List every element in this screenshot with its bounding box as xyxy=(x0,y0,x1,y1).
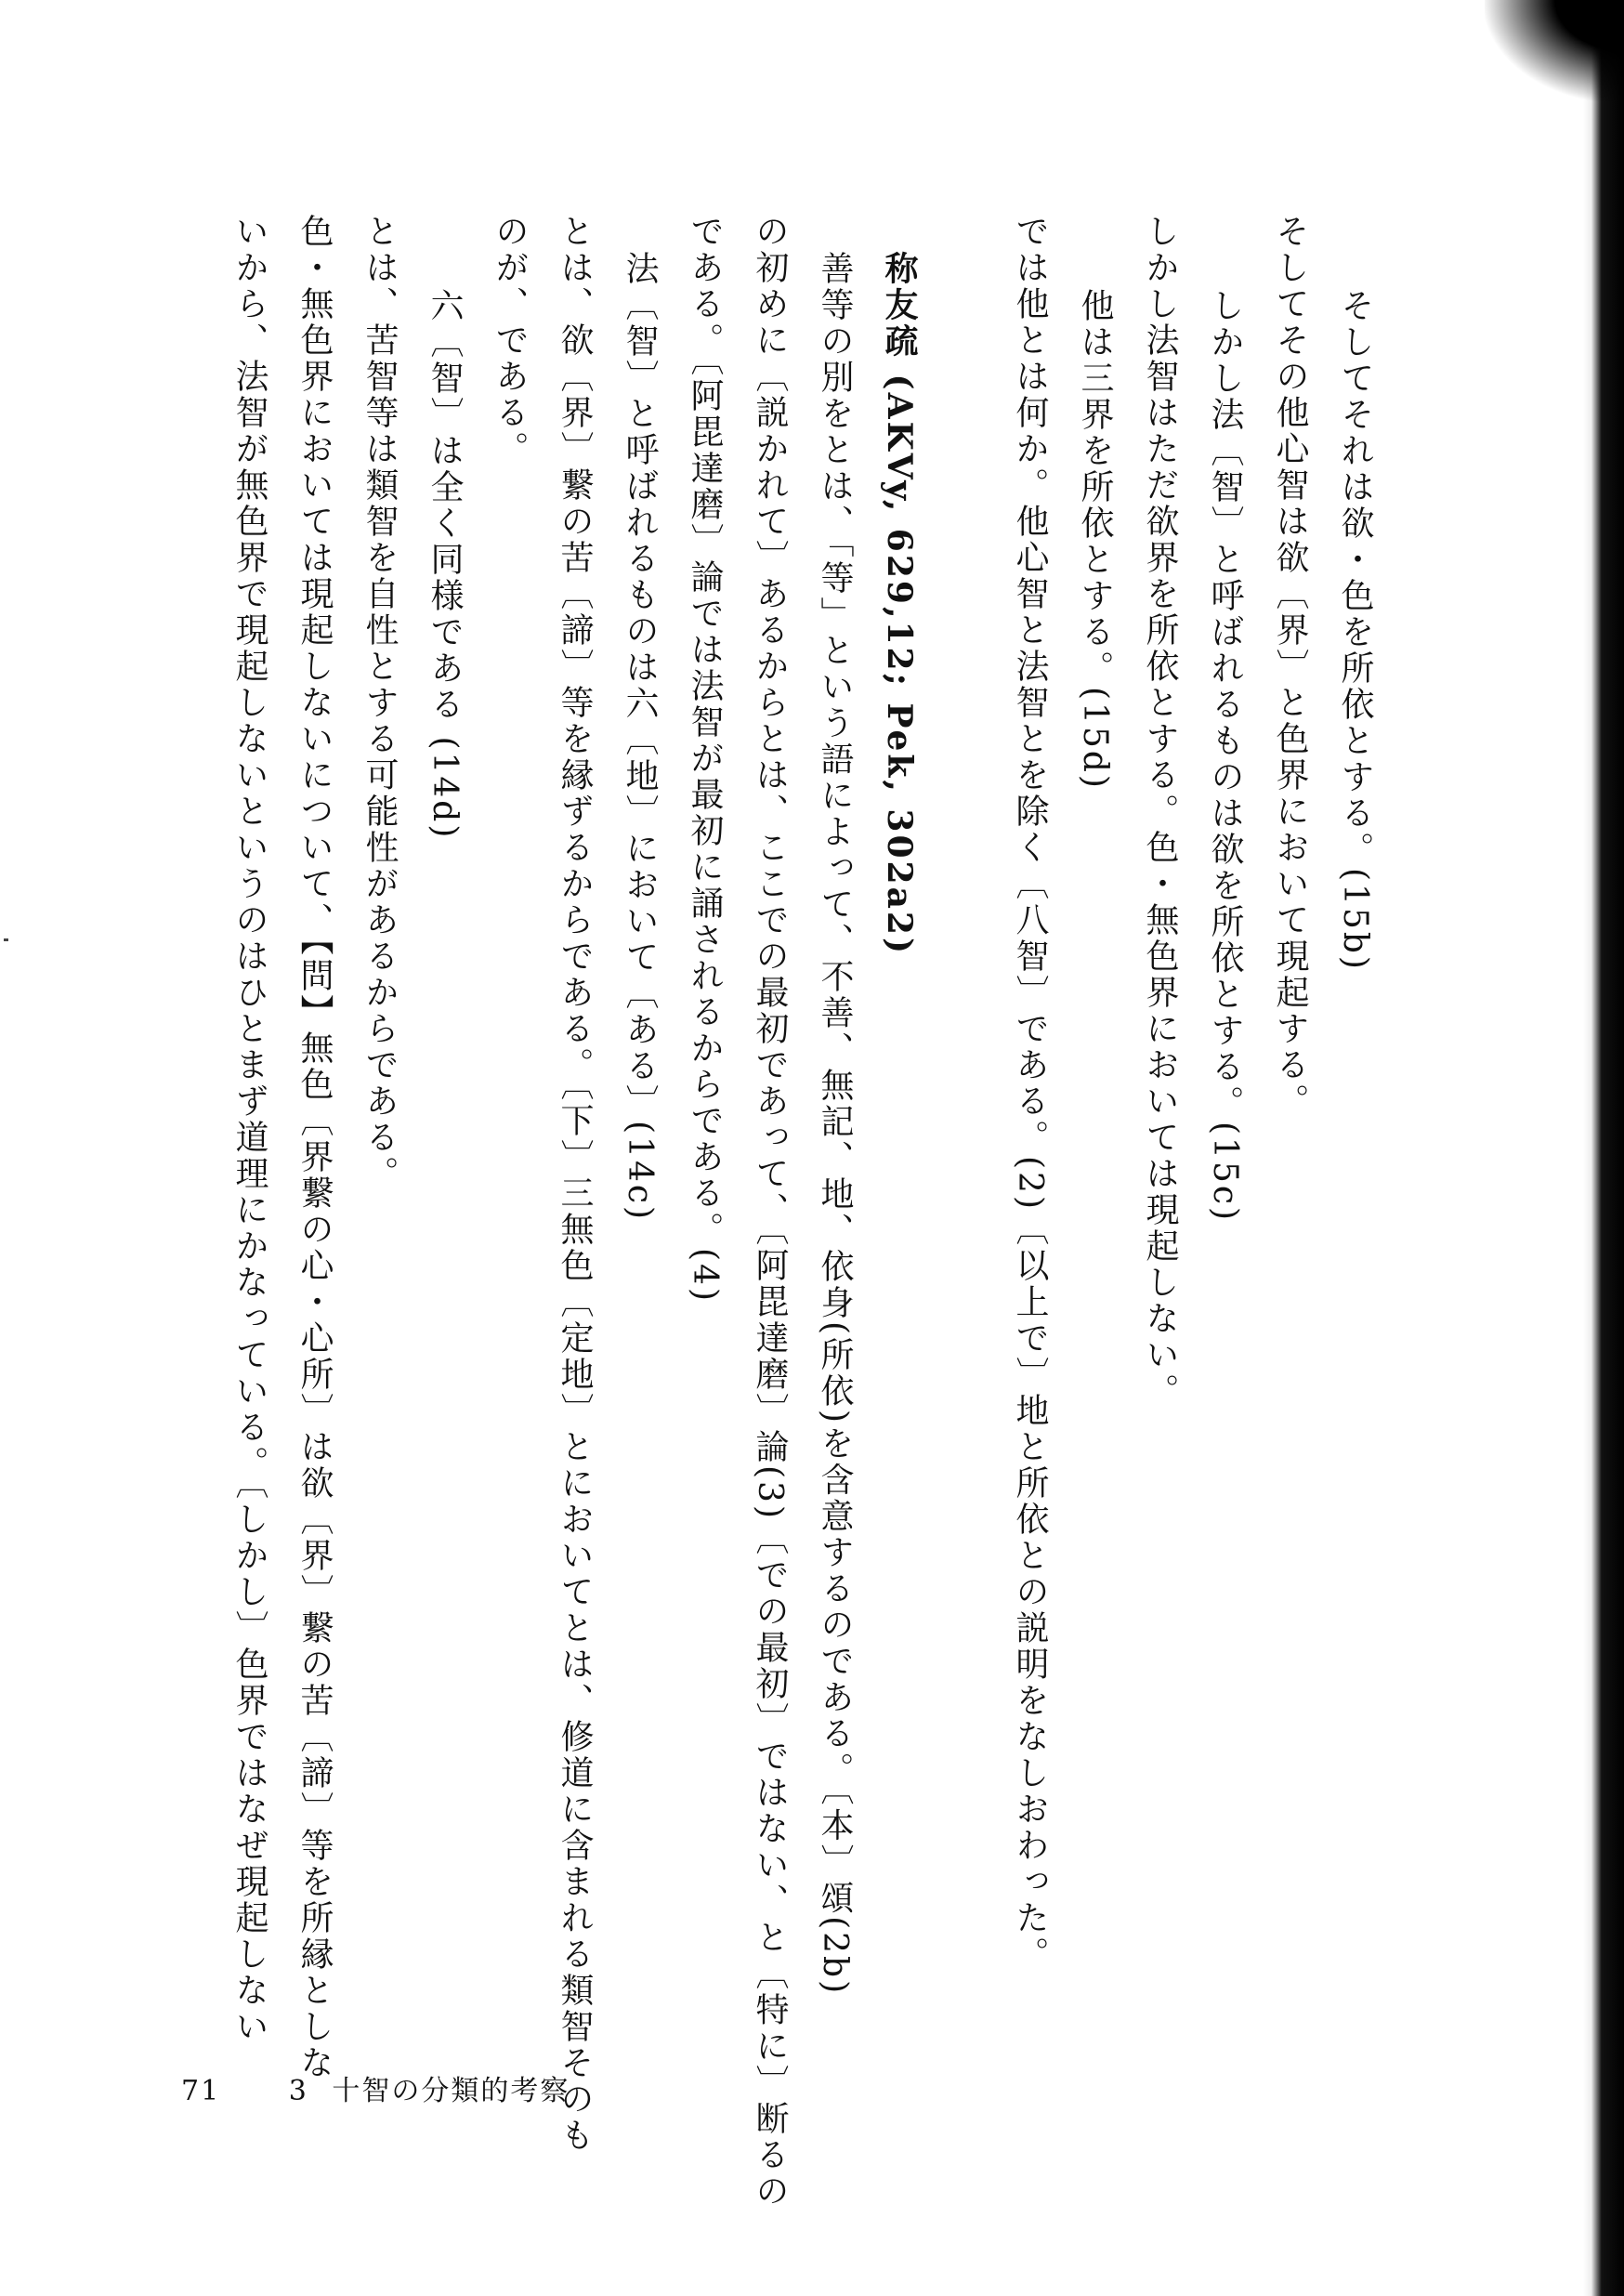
text-line: しかし法智はただ欲界を所依とする。色・無色界においては現起しない。 xyxy=(1141,214,1179,1410)
text-line: いから、法智が無色界で現起しないというのはひとまず道理にかなっている。〔しかし〕色界ではなぜ現起しない xyxy=(230,214,268,2045)
text-line: の初めに〔説かれて〕あるからとは、ここでの最初であって、〔阿毘達磨〕論(3)〔での最初〕ではない、と〔特に〕断るの xyxy=(751,214,789,2210)
verse-line: 六〔智〕は全く同様である (14d) xyxy=(426,288,464,841)
scan-corner-shadow xyxy=(1485,0,1624,102)
section-spacer xyxy=(932,214,997,2035)
scan-page-edge xyxy=(1583,0,1624,2296)
text-line: 善等の別をとは、「等」という語によって、不善、無記、地、依身(所依)を含意するのである。〔本〕頌(2b) xyxy=(816,251,854,1997)
page-footer xyxy=(181,2067,570,2108)
text-line: 色・無色界においては現起しないについて、【問】無色〔界繋の心・心所〕は欲〔界〕繋の苦〔諦〕等を所縁としな xyxy=(295,214,334,2081)
text-line: そしてその他心智は欲〔界〕と色界において現起する。 xyxy=(1271,214,1309,1120)
text-line: では他とは何か。他心智と法智とを除く〔八智〕である。(2)〔以上で〕地と所依との説明をなしおわった。 xyxy=(1011,214,1049,1973)
verse-line: しかし法〔智〕と呼ばれるものは欲を所依とする。(15c) xyxy=(1206,288,1244,1224)
page-number: 71 xyxy=(181,2075,221,2107)
verse-line: 他は三界を所依とする。(15d) xyxy=(1076,288,1114,791)
section-heading: 称友疏 (AKVy, 629,12; Pek, 302a2) xyxy=(880,251,919,956)
text-line: とは、苦智等は類智を自性とする可能性があるからである。 xyxy=(360,214,399,1192)
text-line: のが、である。 xyxy=(491,214,529,467)
verse-line: そしてそれは欲・色を所依とする。(15b) xyxy=(1336,288,1374,972)
section-number: 3 xyxy=(288,2075,308,2107)
text-line: とは、欲〔界〕繋の苦〔諦〕等を縁ずるからである。〔下〕三無色〔定地〕とにおいてとは、修道に含まれる類智そのも xyxy=(556,214,594,2154)
scan-mark xyxy=(4,938,8,941)
verse-line: 法〔智〕と呼ばれるものは六〔地〕において〔ある〕(14c) xyxy=(621,251,659,1223)
text-line: である。〔阿毘達磨〕論では法智が最初に誦されるからである。(4) xyxy=(686,214,724,1304)
section-title: 十智の分類的考察 xyxy=(332,2075,570,2107)
